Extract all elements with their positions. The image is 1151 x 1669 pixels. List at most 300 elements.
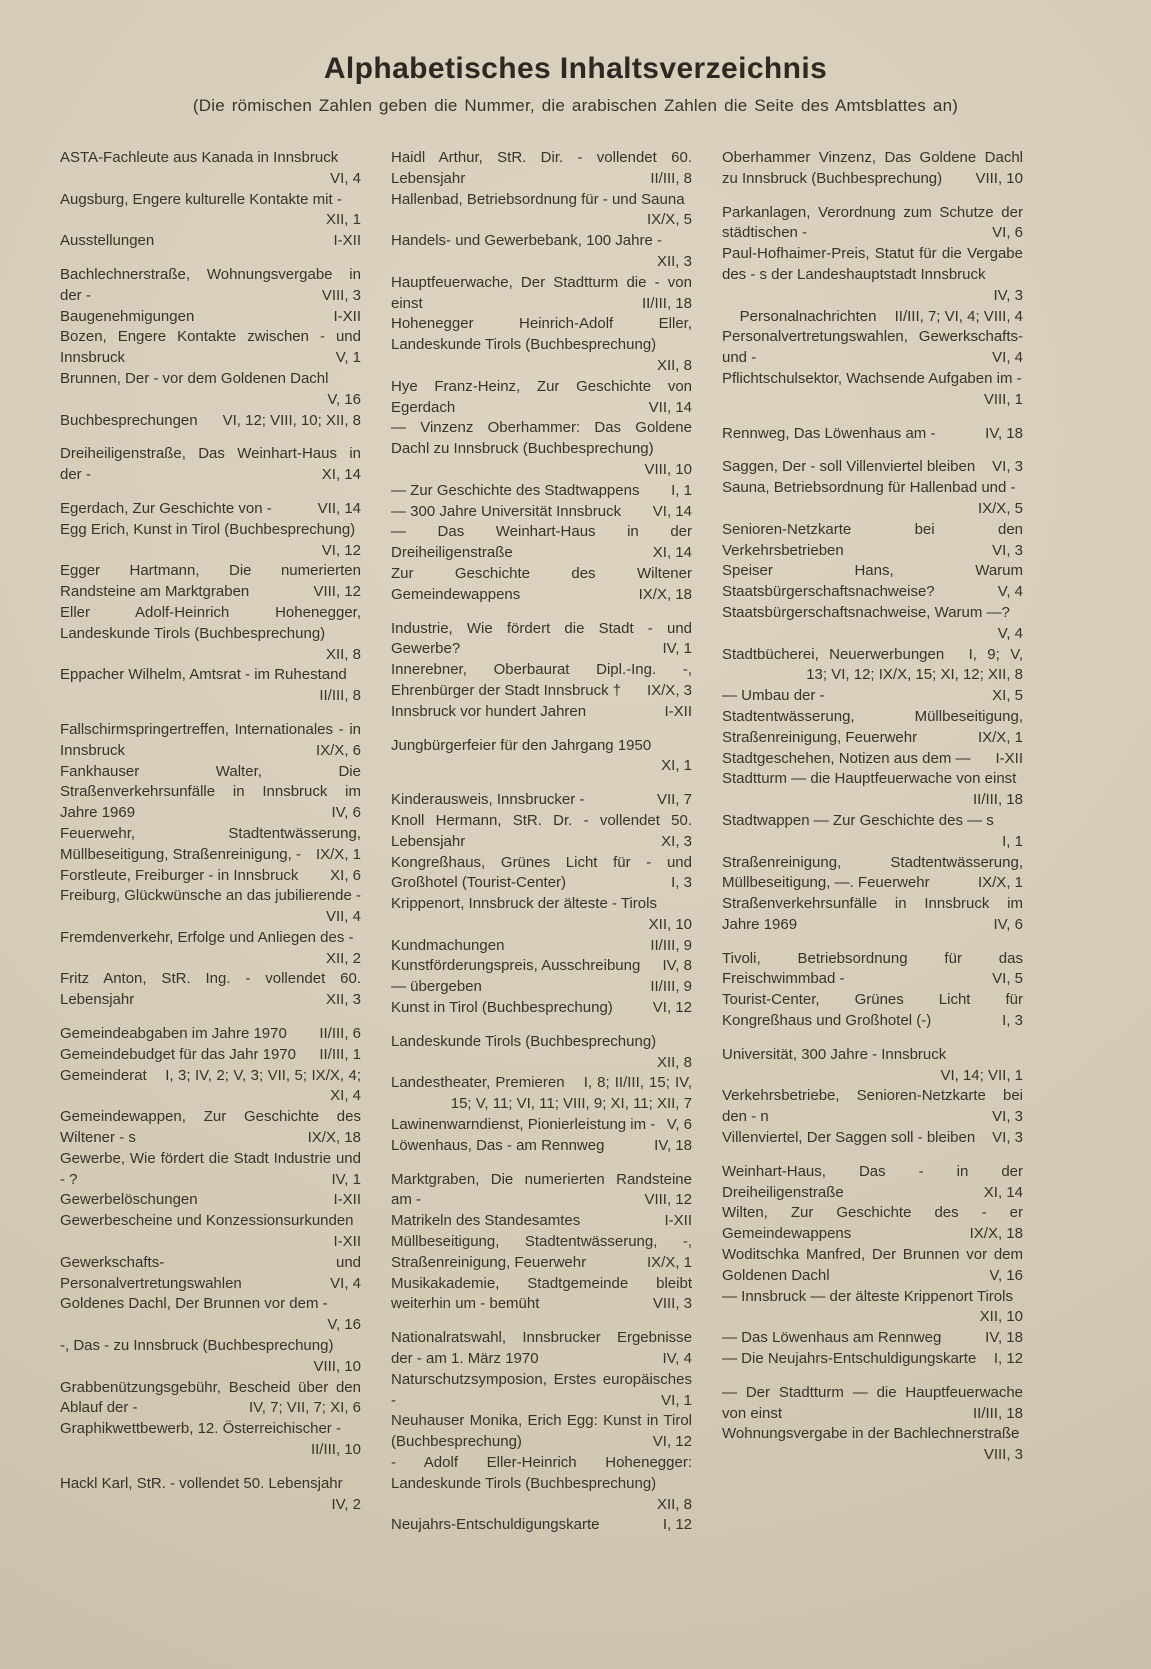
- index-entry: [60, 190, 361, 232]
- entry-text: Universität, 300 Jahre - Innsbruck: [722, 1045, 947, 1063]
- index-entry: [60, 148, 361, 190]
- index-entry: [391, 231, 692, 273]
- entry-ref: VIII, 3: [321, 286, 361, 304]
- entry-text: Staatsbürgerschaftsnachweise, Warum —?: [722, 603, 1010, 621]
- index-entry: [391, 148, 692, 190]
- entry-text: — Das Weinhart-Haus in der Dreiheiligenstraße: [391, 523, 692, 562]
- index-entry: [60, 411, 361, 432]
- entry-text: Fallschirmspringertreffen, Internationales - in Innsbruck: [60, 720, 361, 759]
- entry-ref: VI, 3: [992, 458, 1023, 476]
- index-entry: [391, 853, 692, 895]
- index-entry: [60, 1474, 361, 1516]
- index-entry: [722, 811, 1023, 853]
- index-entry: [60, 1253, 361, 1295]
- entry-ref: VI, 14: [652, 502, 692, 520]
- entry-ref: VI, 12; VIII, 10; XII, 8: [222, 411, 361, 429]
- entry-ref: I, 3: [1002, 1012, 1023, 1030]
- entry-text: Oberhammer Vinzenz, Das Goldene Dachl zu Innsbruck (Buchbesprechung): [722, 149, 1023, 187]
- entry-ref: V, 16: [327, 1316, 361, 1334]
- entry-text: Musikakademie, Stadtgemeinde bleibt weiterhin um - bemüht: [391, 1274, 692, 1313]
- index-entry: [722, 307, 1023, 328]
- entry-ref: XII, 8: [656, 1053, 692, 1071]
- entry-text: Knoll Hermann, StR. Dr. - vollendet 50. Lebensjahr: [391, 811, 692, 850]
- index-columns: [0, 116, 1151, 1536]
- index-entry: [722, 561, 1023, 603]
- entry-ref: V, 6: [666, 1116, 692, 1134]
- entry-text: — Die Neujahrs-Entschuldigungskarte: [722, 1350, 977, 1368]
- entry-ref: VIII, 1: [983, 390, 1023, 408]
- entry-text: Egger Hartmann, Die numerierten Randsteine am Marktgraben: [60, 562, 361, 601]
- index-letter-group: [722, 457, 1023, 935]
- entry-ref: II/III, 6: [319, 1025, 361, 1043]
- index-letter-group: [722, 424, 1023, 445]
- entry-text: Kundmachungen: [391, 936, 505, 954]
- entry-text: Fritz Anton, StR. Ing. - vollendet 60. Lebensjahr: [60, 970, 361, 1009]
- entry-text: Dreiheiligenstraße, Das Weinhart-Haus in der -: [60, 445, 361, 484]
- index-entry: [391, 956, 692, 977]
- entry-text: Gemeindewappen, Zur Geschichte des Wiltener - s: [60, 1108, 361, 1147]
- entry-text: Personalvertretungswahlen, Gewerkschafts- und -: [722, 328, 1023, 367]
- entry-ref: XI, 1: [661, 757, 692, 775]
- entry-ref: XII, 10: [648, 915, 692, 933]
- entry-ref: XII, 2: [325, 949, 361, 967]
- index-entry: [60, 369, 361, 411]
- index-entry: [391, 1136, 692, 1157]
- index-entry: [722, 1328, 1023, 1349]
- entry-text: Rennweg, Das Löwenhaus am -: [722, 424, 936, 442]
- entry-text: Baugenehmigungen: [60, 307, 195, 325]
- index-entry: [722, 327, 1023, 369]
- entry-ref: II/III, 18: [972, 791, 1023, 809]
- index-entry: [722, 645, 1023, 687]
- index-entry: [60, 327, 361, 369]
- entry-ref: XII, 1: [325, 211, 361, 229]
- entry-ref: VII, 4: [325, 908, 361, 926]
- entry-ref: XII, 8: [325, 645, 361, 663]
- entry-ref: I, 12: [993, 1350, 1023, 1368]
- entry-text: Stadtgeschehen, Notizen aus dem —: [722, 749, 971, 767]
- entry-text: Hallenbad, Betriebsordnung für - und Sauna: [391, 190, 685, 208]
- index-entry: [391, 1115, 692, 1136]
- entry-ref: VI, 5: [992, 970, 1023, 988]
- entry-text: Tivoli, Betriebsordnung für das Freischwimmbad -: [722, 949, 1023, 988]
- entry-ref: II/III, 10: [310, 1441, 361, 1459]
- index-entry: [391, 418, 692, 480]
- entry-text: Hohenegger Heinrich-Adolf Eller, Landeskunde Tirols (Buchbesprechung): [391, 315, 692, 354]
- entry-ref: II/III, 18: [641, 294, 692, 312]
- entry-ref: V, 4: [997, 583, 1023, 601]
- index-entry: [391, 314, 692, 376]
- index-entry: [60, 603, 361, 665]
- page-subtitle: (Die römischen Zahlen geben die Nummer, die arabischen Zahlen die Seite des Amtsblattes an): [192, 96, 959, 115]
- index-entry: [722, 1045, 1023, 1087]
- index-letter-group: [60, 720, 361, 1011]
- entry-text: Sauna, Betriebsordnung für Hallenbad und -: [722, 479, 1016, 497]
- entry-text: Haidl Arthur, StR. Dir. - vollendet 60. Lebensjahr: [391, 149, 692, 187]
- index-letter-group: [391, 736, 692, 778]
- entry-ref: I-XII: [664, 1212, 692, 1230]
- index-letter-group: [60, 499, 361, 707]
- entry-text: Landestheater, Premieren: [391, 1074, 565, 1092]
- entry-text: Gewerbescheine und Konzessionsurkunden: [60, 1212, 354, 1230]
- index-letter-group: [60, 148, 361, 252]
- entry-text: Naturschutzsymposion, Erstes europäisches -: [391, 1370, 692, 1409]
- entry-text: Augsburg, Engere kulturelle Kontakte mit -: [60, 190, 342, 208]
- index-entry: [391, 1370, 692, 1412]
- entry-ref: VIII, 10: [644, 460, 692, 478]
- entry-text: Egerdach, Zur Geschichte von -: [60, 499, 272, 517]
- index-entry: [722, 424, 1023, 445]
- entry-ref: VI, 1: [661, 1391, 692, 1409]
- entry-text: Gewerbelöschungen: [60, 1191, 198, 1209]
- entry-text: - Adolf Eller-Heinrich Hohenegger: Landeskunde Tirols (Buchbesprechung): [391, 1454, 692, 1492]
- entry-ref: I, 3; IV, 2; V, 3; VII, 5; IX/X, 4; XI, 4: [165, 1066, 362, 1105]
- entry-ref: IX/X, 5: [646, 211, 692, 229]
- index-entry: [722, 707, 1023, 749]
- index-entry: [391, 977, 692, 998]
- entry-text: Innerebner, Oberbaurat Dipl.-Ing. -, Ehrenbürger der Stadt Innsbruck †: [391, 661, 692, 699]
- entry-ref: VI, 3: [992, 1108, 1023, 1126]
- entry-text: Nationalratswahl, Innsbrucker Ergebnisse der - am 1. März 1970: [391, 1329, 692, 1368]
- index-letter-group: [391, 148, 692, 606]
- entry-text: Hauptfeuerwache, Der Stadtturm die - von einst: [391, 273, 692, 312]
- entry-text: — übergeben: [391, 978, 482, 996]
- index-entry: [722, 148, 1023, 190]
- entry-ref: I-XII: [333, 1191, 361, 1209]
- entry-ref: I-XII: [333, 1233, 361, 1251]
- entry-ref: IX/X, 1: [977, 728, 1023, 746]
- entry-text: — Der Stadtturm — die Hauptfeuerwache von einst: [722, 1383, 1023, 1422]
- index-entry: [391, 790, 692, 811]
- entry-ref: VII, 14: [317, 499, 361, 517]
- entry-ref: II/III, 7; VI, 4; VIII, 4: [894, 307, 1023, 325]
- entry-text: Stadtwappen — Zur Geschichte des — s: [722, 811, 994, 829]
- entry-ref: XII, 3: [325, 991, 361, 1009]
- index-entry: [60, 928, 361, 970]
- entry-ref: IV, 7; VII, 7; XI, 6: [248, 1399, 361, 1417]
- entry-ref: II/III, 18: [972, 1404, 1023, 1422]
- index-entry: [722, 894, 1023, 936]
- entry-ref: I, 12: [662, 1516, 692, 1534]
- entry-ref: IX/X, 18: [307, 1129, 361, 1147]
- index-entry: [722, 1245, 1023, 1287]
- entry-text: Straßenreinigung, Stadtentwässerung, Müllbeseitigung, —. Feuerwehr: [722, 853, 1023, 892]
- index-entry: [722, 769, 1023, 811]
- index-entry: [722, 1162, 1023, 1204]
- entry-ref: VI, 4: [992, 349, 1023, 367]
- index-entry: [391, 564, 692, 606]
- entry-ref: VI, 14; VII, 1: [940, 1066, 1023, 1084]
- entry-text: Saggen, Der - soll Villenviertel bleiben: [722, 458, 976, 476]
- entry-text: Handels- und Gewerbebank, 100 Jahre -: [391, 232, 662, 250]
- index-entry: [391, 1515, 692, 1536]
- entry-ref: VI, 12: [321, 541, 361, 559]
- entry-text: Kongreßhaus, Grünes Licht für - und Großhotel (Tourist-Center): [391, 853, 692, 892]
- index-entry: [722, 686, 1023, 707]
- index-entry: [60, 665, 361, 707]
- entry-text: Kunst in Tirol (Buchbesprechung): [391, 999, 613, 1017]
- entry-text: Hackl Karl, StR. - vollendet 50. Lebensjahr: [60, 1474, 343, 1492]
- index-entry: [391, 702, 692, 723]
- index-column-1: [60, 148, 361, 1515]
- index-entry: [722, 520, 1023, 562]
- entry-ref: XI, 6: [330, 866, 361, 884]
- entry-text: Gewerkschafts- und Personalvertretungswahlen: [60, 1253, 361, 1292]
- index-entry: [391, 1232, 692, 1274]
- entry-ref: IV, 18: [985, 1329, 1023, 1347]
- entry-text: — Das Löwenhaus am Rennweg: [722, 1329, 942, 1347]
- entry-ref: I, 9; V, 13; VI, 12; IX/X, 15; XI, 12; XII, 8: [806, 645, 1023, 684]
- entry-ref: I-XII: [664, 702, 692, 720]
- entry-text: Marktgraben, Die numerierten Randsteine am -: [391, 1170, 692, 1209]
- entry-ref: VII, 14: [648, 398, 692, 416]
- entry-ref: VIII, 10: [975, 169, 1023, 187]
- index-letter-group: [391, 790, 692, 1019]
- entry-text: Egg Erich, Kunst in Tirol (Buchbesprechung): [60, 520, 356, 538]
- index-letter-group: [722, 949, 1023, 1032]
- entry-text: — Zur Geschichte des Stadtwappens: [391, 481, 640, 499]
- entry-ref: IV, 6: [331, 804, 361, 822]
- index-entry: [391, 190, 692, 232]
- entry-text: Graphikwettbewerb, 12. Österreichischer -: [60, 1420, 341, 1438]
- entry-text: Landeskunde Tirols (Buchbesprechung): [391, 1032, 657, 1050]
- entry-ref: I, 1: [671, 481, 692, 499]
- index-entry: [391, 1328, 692, 1370]
- entry-ref: VI, 3: [992, 541, 1023, 559]
- index-entry: [722, 244, 1023, 306]
- index-entry: [60, 520, 361, 562]
- entry-ref: I, 3: [671, 874, 692, 892]
- index-entry: [391, 811, 692, 853]
- entry-ref: IX/X, 3: [646, 681, 692, 699]
- index-entry: [391, 1170, 692, 1212]
- index-entry: [722, 1287, 1023, 1329]
- entry-text: Villenviertel, Der Saggen soll - bleiben: [722, 1129, 976, 1147]
- entry-text: Zur Geschichte des Wiltener Gemeindewappens: [391, 564, 692, 603]
- entry-ref: I, 1: [1002, 832, 1023, 850]
- index-entry: [60, 1378, 361, 1420]
- index-letter-group: [60, 1474, 361, 1516]
- entry-text: Bozen, Engere Kontakte zwischen - und Innsbruck: [60, 328, 361, 367]
- entry-ref: II/III, 8: [650, 169, 692, 187]
- entry-ref: VI, 3: [992, 1129, 1023, 1147]
- entry-ref: XI, 14: [983, 1183, 1023, 1201]
- index-entry: [60, 1045, 361, 1066]
- entry-ref: V, 1: [335, 349, 361, 367]
- index-entry: [60, 1419, 361, 1461]
- index-entry: [391, 1073, 692, 1115]
- entry-text: Freiburg, Glückwünsche an das jubilierende -: [60, 887, 361, 905]
- index-entry: [722, 749, 1023, 770]
- index-letter-group: [722, 1162, 1023, 1370]
- entry-text: Wohnungsvergabe in der Bachlechnerstraße: [722, 1425, 1020, 1443]
- index-letter-group: [391, 1032, 692, 1157]
- entry-ref: XI, 14: [321, 466, 361, 484]
- entry-ref: VI, 12: [652, 1433, 692, 1451]
- entry-text: Jungbürgerfeier für den Jahrgang 1950: [391, 736, 652, 754]
- index-entry: [722, 990, 1023, 1032]
- index-entry: [391, 522, 692, 564]
- entry-ref: VII, 7: [656, 791, 692, 809]
- entry-ref: VIII, 12: [644, 1191, 692, 1209]
- entry-ref: VI, 12: [652, 999, 692, 1017]
- index-entry: [391, 1453, 692, 1515]
- entry-ref: IV, 6: [993, 915, 1023, 933]
- entry-ref: VIII, 3: [983, 1446, 1023, 1464]
- entry-ref: IX/X, 18: [969, 1225, 1023, 1243]
- entry-text: Krippenort, Innsbruck der älteste - Tirols: [391, 895, 657, 913]
- entry-text: Stadtbücherei, Neuerwerbungen: [722, 645, 945, 663]
- index-entry: [391, 1211, 692, 1232]
- entry-text: Speiser Hans, Warum Staatsbürgerschaftsnachweise?: [722, 562, 1023, 601]
- entry-ref: IX/X, 6: [315, 741, 361, 759]
- entry-text: Senioren-Netzkarte bei den Verkehrsbetrieben: [722, 520, 1023, 559]
- index-letter-group: [722, 1383, 1023, 1466]
- index-letter-group: [60, 265, 361, 431]
- entry-text: Gemeindeabgaben im Jahre 1970: [60, 1025, 287, 1043]
- index-entry: [60, 1107, 361, 1149]
- index-entry: [722, 457, 1023, 478]
- entry-ref: IX/X, 5: [977, 499, 1023, 517]
- entry-ref: IV, 2: [331, 1495, 361, 1513]
- entry-ref: IV, 4: [662, 1350, 692, 1368]
- entry-ref: IV, 8: [662, 957, 692, 975]
- index-entry: [391, 502, 692, 523]
- entry-ref: XII, 10: [979, 1308, 1023, 1326]
- entry-text: Gewerbe, Wie fördert die Stadt Industrie und - ?: [60, 1149, 361, 1188]
- entry-ref: XII, 3: [656, 252, 692, 270]
- index-column-2: [391, 148, 692, 1536]
- entry-text: Neuhauser Monika, Erich Egg: Kunst in Tirol (Buchbesprechung): [391, 1412, 692, 1451]
- entry-ref: IV, 1: [331, 1170, 361, 1188]
- index-entry: [722, 1349, 1023, 1370]
- entry-ref: VI, 6: [992, 224, 1023, 242]
- entry-ref: IX/X, 1: [315, 845, 361, 863]
- entry-text: Ausstellungen: [60, 232, 155, 250]
- index-entry: [60, 307, 361, 328]
- entry-text: Pflichtschulsektor, Wachsende Aufgaben im -: [722, 369, 1022, 387]
- index-entry: [60, 1294, 361, 1336]
- entry-text: Buchbesprechungen: [60, 411, 198, 429]
- index-entry: [722, 603, 1023, 645]
- index-entry: [722, 853, 1023, 895]
- index-entry: [391, 1274, 692, 1316]
- entry-text: — Umbau der -: [722, 687, 825, 705]
- entry-text: Gemeinderat: [60, 1066, 147, 1084]
- index-entry: [60, 265, 361, 307]
- index-entry: [60, 444, 361, 486]
- index-entry: [60, 1066, 361, 1108]
- entry-ref: XI, 5: [992, 687, 1023, 705]
- entry-text: Bachlechnerstraße, Wohnungsvergabe in der -: [60, 265, 361, 304]
- entry-ref: V, 16: [989, 1266, 1023, 1284]
- index-entry: [60, 561, 361, 603]
- index-entry: [391, 1032, 692, 1074]
- index-entry: [722, 1203, 1023, 1245]
- index-entry: [722, 949, 1023, 991]
- entry-ref: IV, 1: [662, 640, 692, 658]
- index-entry: [391, 894, 692, 936]
- entry-text: Tourist-Center, Grünes Licht für Kongreßhaus und Großhotel (-): [722, 991, 1023, 1030]
- entry-ref: XII, 8: [656, 356, 692, 374]
- index-letter-group: [722, 1045, 1023, 1149]
- index-column-3: [722, 148, 1023, 1466]
- entry-text: ASTA-Fachleute aus Kanada in Innsbruck: [60, 149, 339, 166]
- index-entry: [391, 936, 692, 957]
- entry-text: Matrikeln des Standesamtes: [391, 1212, 581, 1230]
- entry-text: Fremdenverkehr, Erfolge und Anliegen des -: [60, 928, 354, 946]
- entry-ref: II/III, 9: [650, 978, 692, 996]
- entry-text: Löwenhaus, Das - am Rennweg: [391, 1136, 605, 1154]
- entry-ref: IV, 18: [985, 424, 1023, 442]
- entry-text: Stadtturm — die Hauptfeuerwache von einst: [722, 770, 1017, 788]
- entry-text: — Vinzenz Oberhammer: Das Goldene Dachl zu Innsbruck (Buchbesprechung): [391, 419, 692, 458]
- entry-ref: IX/X, 1: [977, 874, 1023, 892]
- index-letter-group: [722, 148, 1023, 190]
- index-entry: [391, 273, 692, 315]
- entry-ref: II/III, 8: [319, 687, 361, 705]
- index-letter-group: [391, 1328, 692, 1536]
- entry-ref: I-XII: [995, 749, 1023, 767]
- index-entry: [722, 1086, 1023, 1128]
- entry-text: Paul-Hofhaimer-Preis, Statut für die Vergabe des - s der Landeshauptstadt Innsbruck: [722, 245, 1023, 283]
- entry-ref: I-XII: [333, 307, 361, 325]
- index-entry: [60, 1211, 361, 1253]
- entry-text: Hye Franz-Heinz, Zur Geschichte von Egerdach: [391, 377, 692, 416]
- entry-text: Fankhauser Walter, Die Straßenverkehrsunfälle in Innsbruck im Jahre 1969: [60, 762, 361, 822]
- entry-text: Eller Adolf-Heinrich Hohenegger, Landeskunde Tirols (Buchbesprechung): [60, 603, 361, 642]
- index-letter-group: [391, 619, 692, 723]
- entry-ref: VIII, 10: [313, 1357, 361, 1375]
- entry-text: Gemeindebudget für das Jahr 1970: [60, 1045, 296, 1063]
- entry-text: Müllbeseitigung, Stadtentwässerung, -, Straßenreinigung, Feuerwehr: [391, 1233, 692, 1271]
- index-entry: [60, 231, 361, 252]
- entry-ref: I-XII: [333, 232, 361, 250]
- entry-text: Neujahrs-Entschuldigungskarte: [391, 1516, 600, 1534]
- index-entry: [722, 1424, 1023, 1466]
- entry-ref: IV, 3: [993, 286, 1023, 304]
- index-entry: [722, 369, 1023, 411]
- index-entry: [391, 660, 692, 702]
- entry-ref: IX/X, 18: [638, 585, 692, 603]
- entry-ref: IX/X, 1: [646, 1253, 692, 1271]
- entry-text: Feuerwehr, Stadtentwässerung, Müllbeseitigung, Straßenreinigung, -: [60, 824, 361, 863]
- index-entry: [60, 720, 361, 762]
- index-letter-group: [60, 444, 361, 486]
- index-entry: [391, 1411, 692, 1453]
- entry-ref: VI, 4: [330, 1274, 361, 1292]
- index-entry: [60, 969, 361, 1011]
- index-entry: [391, 736, 692, 778]
- index-entry: [60, 866, 361, 887]
- entry-text: Kunstförderungspreis, Ausschreibung: [391, 957, 641, 975]
- index-letter-group: [60, 1024, 361, 1461]
- entry-text: Goldenes Dachl, Der Brunnen vor dem -: [60, 1295, 328, 1313]
- entry-text: Kinderausweis, Innsbrucker -: [391, 791, 585, 809]
- page-header: [0, 52, 1151, 116]
- entry-ref: IV, 18: [654, 1136, 692, 1154]
- index-entry: [60, 1149, 361, 1191]
- entry-ref: VIII, 12: [313, 583, 361, 601]
- entry-ref: I, 8; II/III, 15; IV, 15; V, 11; VI, 11; VIII, 9; XI, 11; XII, 7: [450, 1074, 692, 1113]
- entry-ref: XII, 8: [656, 1495, 692, 1513]
- entry-text: Woditschka Manfred, Der Brunnen vor dem Goldenen Dachl: [722, 1246, 1023, 1284]
- entry-text: Brunnen, Der - vor dem Goldenen Dachl: [60, 369, 329, 387]
- entry-text: — 300 Jahre Universität Innsbruck: [391, 502, 622, 520]
- index-entry: [60, 824, 361, 866]
- entry-text: Eppacher Wilhelm, Amtsrat - im Ruhestand: [60, 666, 347, 684]
- index-entry: [391, 619, 692, 661]
